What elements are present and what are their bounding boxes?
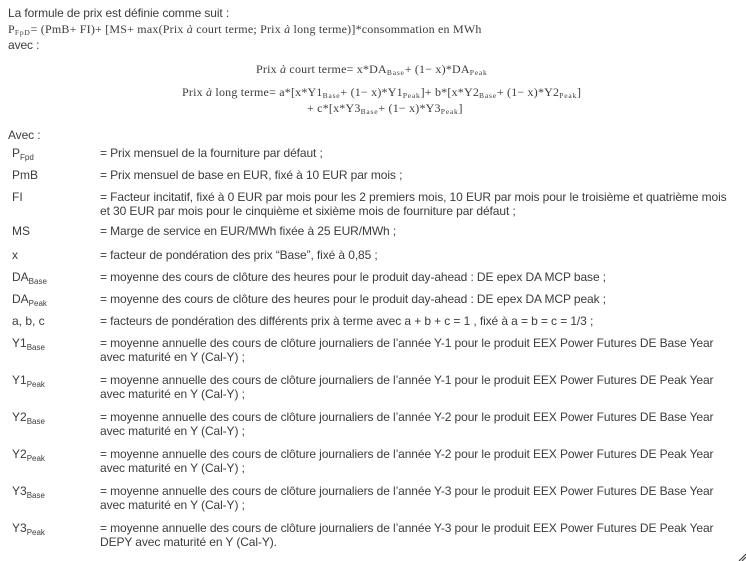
definition-row [12, 447, 736, 475]
symbol-text: Y3 [12, 521, 27, 535]
lt-t2: + (1− x)*Y1 [340, 85, 403, 99]
lt-s2: Peak [402, 91, 421, 100]
definition-row [12, 270, 736, 284]
lt-s4: Peak [559, 91, 578, 100]
definition-symbol [12, 168, 100, 182]
symbol-sub: Peak [28, 299, 47, 308]
definition-text: = moyenne annuelle des cours de clôture journaliers de l’année Y-1 pour le produit EEX Power Futures DE Base Year avec maturité en Y (Cal-Y) ; [100, 336, 714, 364]
definition-symbol [12, 447, 100, 461]
st-t2: + (1− x)*DA [404, 62, 470, 76]
short-term-formula [256, 62, 488, 77]
formula-a-2: à [284, 22, 291, 36]
symbol-sub: Base [26, 417, 45, 426]
definitions-list [12, 146, 736, 549]
definition-symbol [12, 190, 100, 204]
definition-symbol [12, 224, 100, 238]
definition-row [12, 336, 736, 364]
formula-p-sub: FpD [14, 28, 31, 37]
symbol-text: DA [12, 292, 29, 306]
resize-grip-icon[interactable] [736, 551, 746, 561]
definition-text: = moyenne des cours de clôture des heures pour le produit day-ahead : DE epex DA MCP peak ; [100, 292, 606, 306]
definition-text: = moyenne annuelle des cours de clôture journaliers de l’année Y-1 pour le produit EEX Power Futures DE Peak Year avec maturité en Y (Cal-Y) ; [100, 373, 714, 401]
definition-symbol [12, 146, 100, 160]
definition-text: = moyenne des cours de clôture des heures pour le produit day-ahead : DE epex DA MCP base ; [100, 270, 606, 284]
lt-prix: Prix [182, 85, 203, 99]
lt2-t1: + c*[x*Y3 [307, 101, 361, 115]
symbol-sub: Base [28, 277, 47, 286]
definition-text: = Marge de service en EUR/MWh fixée à 25 EUR/MWh ; [100, 224, 397, 238]
long-term-formula-line1 [182, 85, 581, 100]
definition-row [12, 314, 736, 328]
symbol-text: Y1 [12, 336, 27, 350]
symbol-text: a, b, c [12, 314, 45, 328]
symbol-text: PmB [12, 168, 39, 182]
lt-s3: Base [479, 91, 497, 100]
formula-prix-1: Prix [162, 22, 184, 36]
definition-text: = moyenne annuelle des cours de clôture journaliers de l’année Y-2 pour le produit EEX Power Futures DE Base Year avec maturité en Y (Cal-Y) ; [100, 410, 714, 438]
definition-row [12, 168, 736, 182]
definition-text: = Prix mensuel de base en EUR, fixé à 10 EUR par mois ; [100, 168, 403, 182]
lt-t4: + (1− x)*Y2 [496, 85, 560, 99]
long-term-formula-line2 [307, 101, 463, 116]
symbol-text: FI [12, 190, 23, 204]
intro-line: La formule de prix est définie comme suit : [8, 6, 230, 20]
definition-row [12, 521, 736, 549]
definition-symbol [12, 410, 100, 424]
formula-ct: court terme; [196, 22, 261, 36]
symbol-sub: Peak [26, 380, 45, 389]
definition-symbol [12, 336, 100, 350]
st-sub1: Base [386, 68, 405, 77]
formula-lt: long terme)]*consommation en MWh [293, 22, 482, 36]
definition-text: = moyenne annuelle des cours de clôture journaliers de l’année Y-3 pour le produit EEX Power Futures DE Peak Year DEPY avec maturité en Y (Cal-Y). [100, 521, 714, 549]
definition-symbol [12, 270, 100, 284]
lt-a: à [206, 85, 213, 99]
symbol-sub: Base [26, 491, 45, 500]
lt-t5: ] [577, 85, 582, 99]
lt-t3: ]+ b*[x*Y2 [420, 85, 480, 99]
avec-label-1: avec : [8, 38, 40, 52]
definition-text: = facteur de pondération des prix “Base”, fixé à 0,85 ; [100, 248, 378, 262]
st-prix: Prix [256, 62, 277, 76]
symbol-sub: Base [26, 343, 45, 352]
definition-symbol [12, 314, 100, 328]
symbol-text: x [12, 248, 18, 262]
definition-row [12, 248, 736, 262]
symbol-text: Y3 [12, 484, 27, 498]
definition-row [12, 292, 736, 306]
st-sub2: Peak [469, 68, 488, 77]
lt2-s1: Base [360, 107, 379, 116]
lt-s1: Base [322, 91, 341, 100]
definition-symbol [12, 484, 100, 498]
symbol-text: Y2 [12, 410, 27, 424]
definition-symbol [12, 292, 100, 306]
symbol-text: Y1 [12, 373, 27, 387]
definition-symbol [12, 373, 100, 387]
avec-label-2: Avec : [8, 128, 41, 142]
definition-text: = Prix mensuel de la fourniture par défaut ; [100, 146, 323, 160]
symbol-sub: Peak [26, 528, 45, 537]
formula-p: P [8, 22, 15, 36]
definition-row [12, 373, 736, 401]
definition-row [12, 410, 736, 438]
st-a: à [280, 62, 287, 76]
lt-t1: long terme= a*[x*Y1 [215, 85, 323, 99]
definition-text: = facteurs de pondération des différents prix à terme avec a + b + c = 1 , fixé à a = b = c = 1/3 ; [100, 314, 594, 328]
definition-symbol [12, 248, 100, 262]
formula-a-1: à [186, 22, 193, 36]
symbol-sub: Peak [26, 454, 45, 463]
definition-symbol [12, 521, 100, 535]
definition-row [12, 190, 736, 218]
definition-text: = moyenne annuelle des cours de clôture journaliers de l’année Y-2 pour le produit EEX Power Futures DE Peak Year avec maturité en Y (Cal-Y) ; [100, 447, 714, 475]
symbol-sub: Fpd [20, 153, 34, 162]
main-formula [8, 22, 482, 37]
definition-row [12, 224, 736, 238]
symbol-text: Y2 [12, 447, 27, 461]
symbol-text: P [12, 146, 21, 160]
formula-prix-2: Prix [260, 22, 281, 36]
definition-row [12, 146, 736, 160]
formula-open: = (PmB+ FI)+ [MS+ max( [30, 22, 163, 36]
definition-text: = Facteur incitatif, fixé à 0 EUR par mois pour les 2 premiers mois, 10 EUR par mois pour le troisième et quatrième mois et 30 EUR par mois pour le cinquième et sixième mois de fourniture par défaut ; [100, 190, 727, 218]
lt2-t3: ] [458, 101, 463, 115]
symbol-text: DA [12, 270, 29, 284]
lt2-t2: + (1− x)*Y3 [378, 101, 441, 115]
st-t1: court terme= x*DA [289, 62, 387, 76]
definition-text: = moyenne annuelle des cours de clôture journaliers de l’année Y-3 pour le produit EEX Power Futures DE Base Year avec maturité en Y (Cal-Y) ; [100, 484, 714, 512]
definition-row [12, 484, 736, 512]
symbol-text: MS [12, 224, 30, 238]
lt2-s2: Peak [440, 107, 459, 116]
